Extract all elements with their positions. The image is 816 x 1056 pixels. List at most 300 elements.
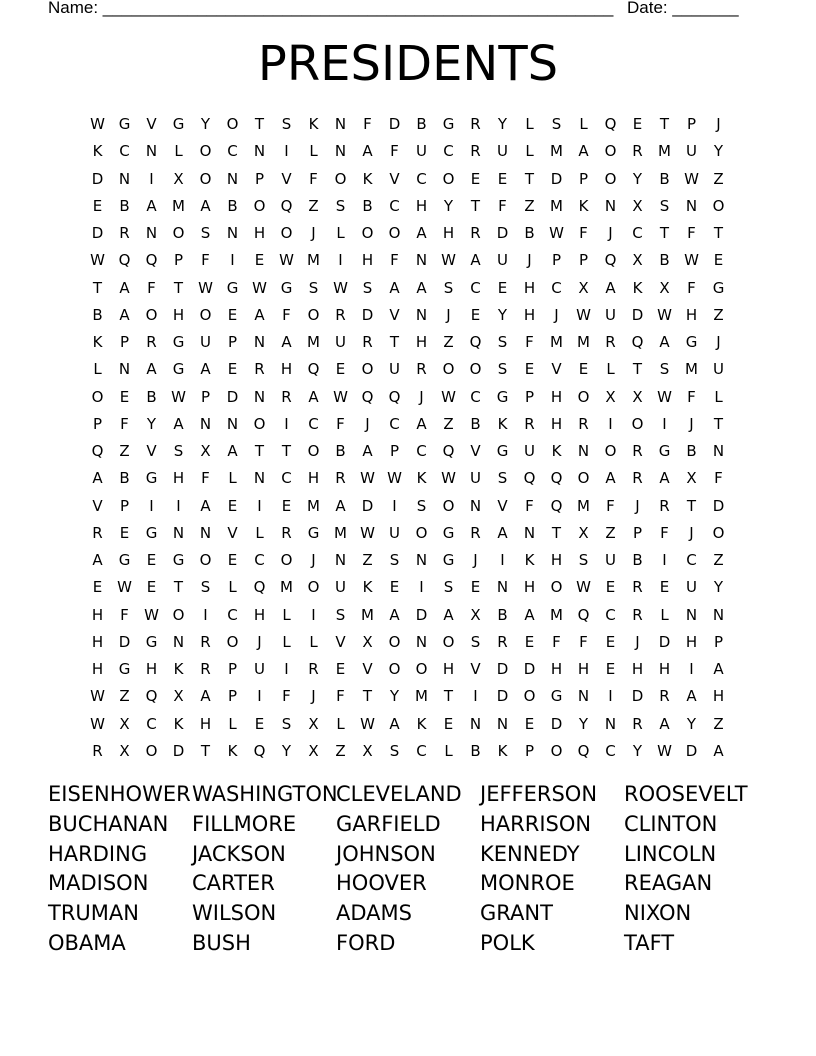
grid-cell[interactable]: L (579, 115, 588, 133)
grid-cell[interactable]: A (686, 687, 697, 706)
grid-cell[interactable]: U (470, 469, 481, 488)
grid-cell[interactable]: R (632, 714, 643, 733)
grid-cell[interactable]: X (173, 687, 184, 706)
grid-cell[interactable]: X (200, 442, 211, 460)
grid-cell[interactable]: F (282, 305, 291, 324)
grid-cell[interactable]: F (336, 687, 345, 706)
grid-cell[interactable]: W (360, 714, 375, 733)
grid-cell[interactable]: T (281, 442, 292, 460)
grid-cell[interactable]: E (92, 196, 103, 215)
grid-cell[interactable]: B (416, 115, 427, 133)
grid-cell[interactable]: T (173, 278, 184, 297)
grid-cell[interactable]: H (523, 278, 536, 297)
grid-cell[interactable]: X (119, 714, 130, 733)
grid-cell[interactable]: T (713, 414, 724, 433)
grid-cell[interactable]: L (525, 142, 534, 161)
grid-cell[interactable]: R (497, 632, 508, 651)
grid-cell[interactable]: A (362, 442, 373, 460)
grid-cell[interactable]: O (226, 632, 239, 651)
grid-cell[interactable]: A (659, 714, 670, 733)
grid-cell[interactable]: Z (713, 714, 724, 733)
grid-cell[interactable]: Y (497, 305, 508, 324)
grid-cell[interactable]: G (496, 442, 509, 460)
grid-cell[interactable]: R (335, 305, 346, 324)
grid-cell[interactable]: C (389, 414, 400, 433)
grid-cell[interactable]: J (635, 632, 640, 651)
grid-cell[interactable]: J (635, 496, 640, 515)
grid-cell[interactable]: D (361, 496, 374, 515)
grid-cell[interactable]: H (550, 387, 563, 406)
grid-cell[interactable]: E (605, 578, 616, 597)
grid-cell[interactable]: H (631, 660, 644, 678)
grid-cell[interactable]: E (146, 551, 157, 569)
grid-cell[interactable]: D (496, 687, 509, 706)
grid-cell[interactable]: U (497, 142, 508, 161)
grid-cell[interactable]: O (280, 551, 293, 569)
grid-cell[interactable]: L (660, 605, 669, 624)
grid-cell[interactable]: Q (631, 333, 644, 351)
grid-cell[interactable]: D (388, 115, 401, 133)
grid-cell[interactable]: R (632, 469, 643, 488)
grid-cell[interactable]: K (524, 551, 535, 569)
grid-cell[interactable]: T (686, 496, 697, 515)
grid-cell[interactable]: P (389, 442, 400, 460)
grid-cell[interactable]: W (549, 224, 564, 242)
grid-cell[interactable]: I (662, 414, 667, 433)
grid-cell[interactable]: N (415, 551, 428, 569)
grid-cell[interactable]: E (605, 632, 616, 651)
grid-cell[interactable]: I (149, 496, 154, 515)
grid-cell[interactable]: L (714, 387, 723, 406)
grid-cell[interactable]: K (308, 115, 319, 133)
grid-cell[interactable]: D (550, 169, 563, 188)
grid-cell[interactable]: Y (200, 115, 211, 133)
grid-cell[interactable]: W (90, 714, 105, 733)
grid-cell[interactable]: R (470, 224, 481, 242)
grid-cell[interactable]: O (415, 660, 428, 678)
grid-cell[interactable]: N (334, 142, 347, 161)
grid-cell[interactable]: P (227, 687, 238, 706)
grid-cell[interactable]: N (172, 523, 185, 542)
grid-cell[interactable]: H (280, 360, 293, 379)
grid-cell[interactable]: A (308, 387, 319, 406)
grid-cell[interactable]: I (392, 496, 397, 515)
grid-cell[interactable]: H (91, 632, 104, 651)
grid-cell[interactable]: D (496, 660, 509, 678)
grid-cell[interactable]: Z (524, 196, 535, 215)
grid-cell[interactable]: E (524, 360, 535, 379)
grid-cell[interactable]: O (199, 169, 212, 188)
grid-cell[interactable]: V (362, 660, 373, 678)
grid-cell[interactable]: S (335, 605, 346, 624)
grid-cell[interactable]: W (252, 278, 267, 297)
grid-cell[interactable]: E (632, 115, 643, 133)
grid-cell[interactable]: U (686, 578, 697, 597)
grid-cell[interactable]: E (281, 496, 292, 515)
grid-cell[interactable]: A (443, 605, 454, 624)
grid-cell[interactable]: G (172, 115, 185, 133)
grid-cell[interactable]: S (335, 196, 346, 215)
grid-cell[interactable]: L (228, 714, 237, 733)
grid-cell[interactable]: N (577, 442, 590, 460)
grid-cell[interactable]: O (361, 360, 374, 379)
grid-cell[interactable]: G (442, 551, 455, 569)
grid-cell[interactable]: V (389, 169, 400, 188)
grid-cell[interactable]: D (226, 387, 239, 406)
grid-cell[interactable]: O (280, 224, 293, 242)
grid-cell[interactable]: Q (253, 741, 266, 760)
grid-cell[interactable]: W (90, 251, 105, 270)
grid-cell[interactable]: E (92, 578, 103, 597)
grid-cell[interactable]: Q (361, 387, 374, 406)
grid-cell[interactable]: O (388, 660, 401, 678)
grid-cell[interactable]: A (416, 224, 427, 242)
grid-cell[interactable]: X (632, 251, 643, 270)
grid-cell[interactable]: M (658, 142, 671, 161)
grid-cell[interactable]: A (389, 714, 400, 733)
grid-cell[interactable]: Y (389, 687, 400, 706)
grid-cell[interactable]: B (632, 551, 643, 569)
grid-cell[interactable]: X (308, 741, 319, 760)
grid-cell[interactable]: D (685, 741, 698, 760)
grid-cell[interactable]: L (282, 632, 291, 651)
grid-cell[interactable]: S (497, 333, 508, 351)
grid-cell[interactable]: J (311, 224, 316, 242)
grid-cell[interactable]: P (227, 333, 238, 351)
grid-cell[interactable]: L (336, 714, 345, 733)
grid-cell[interactable]: X (632, 196, 643, 215)
grid-cell[interactable]: A (524, 605, 535, 624)
grid-cell[interactable]: J (365, 414, 370, 433)
grid-cell[interactable]: D (631, 687, 644, 706)
grid-cell[interactable]: E (335, 360, 346, 379)
grid-cell[interactable]: D (91, 224, 104, 242)
grid-cell[interactable]: N (685, 605, 698, 624)
grid-cell[interactable]: R (200, 632, 211, 651)
grid-cell[interactable]: A (200, 496, 211, 515)
grid-cell[interactable]: J (689, 523, 694, 542)
grid-cell[interactable]: C (470, 278, 481, 297)
grid-cell[interactable]: K (632, 278, 643, 297)
grid-cell[interactable]: M (307, 251, 320, 270)
grid-cell[interactable]: D (550, 714, 563, 733)
grid-cell[interactable]: B (146, 387, 157, 406)
grid-cell[interactable]: F (579, 224, 588, 242)
grid-cell[interactable]: G (280, 278, 293, 297)
grid-cell[interactable]: C (227, 605, 238, 624)
grid-cell[interactable]: A (659, 469, 670, 488)
grid-cell[interactable]: I (203, 605, 208, 624)
grid-cell[interactable]: S (443, 578, 454, 597)
grid-cell[interactable]: W (117, 578, 132, 597)
grid-cell[interactable]: F (120, 414, 129, 433)
grid-cell[interactable]: H (172, 305, 185, 324)
grid-cell[interactable]: O (577, 469, 590, 488)
grid-cell[interactable]: W (657, 741, 672, 760)
grid-cell[interactable]: B (524, 224, 535, 242)
grid-cell[interactable]: W (441, 469, 456, 488)
grid-cell[interactable]: C (146, 714, 157, 733)
grid-cell[interactable]: E (227, 496, 238, 515)
grid-cell[interactable]: E (335, 660, 346, 678)
grid-cell[interactable]: W (90, 115, 105, 133)
grid-cell[interactable]: R (146, 333, 157, 351)
grid-cell[interactable]: X (632, 387, 643, 406)
grid-cell[interactable]: O (604, 169, 617, 188)
grid-cell[interactable]: N (712, 442, 725, 460)
grid-cell[interactable]: N (226, 414, 239, 433)
grid-cell[interactable]: P (173, 251, 184, 270)
grid-cell[interactable]: U (389, 360, 400, 379)
grid-cell[interactable]: P (524, 741, 535, 760)
grid-cell[interactable]: D (118, 632, 131, 651)
grid-cell[interactable]: H (523, 578, 536, 597)
grid-cell[interactable]: Z (713, 305, 724, 324)
grid-cell[interactable]: F (687, 278, 696, 297)
grid-cell[interactable]: E (605, 660, 616, 678)
grid-cell[interactable]: Q (550, 469, 563, 488)
grid-cell[interactable]: N (577, 687, 590, 706)
grid-cell[interactable]: N (226, 224, 239, 242)
grid-cell[interactable]: H (712, 687, 725, 706)
grid-cell[interactable]: D (523, 660, 536, 678)
grid-cell[interactable]: S (416, 496, 427, 515)
grid-cell[interactable]: W (333, 278, 348, 297)
grid-cell[interactable]: K (173, 714, 184, 733)
grid-cell[interactable]: G (658, 442, 671, 460)
grid-cell[interactable]: Q (469, 333, 482, 351)
grid-cell[interactable]: Z (443, 414, 454, 433)
grid-cell[interactable]: S (308, 278, 319, 297)
grid-cell[interactable]: S (281, 714, 292, 733)
grid-cell[interactable]: K (551, 442, 562, 460)
grid-cell[interactable]: G (118, 115, 131, 133)
grid-cell[interactable]: N (226, 169, 239, 188)
grid-cell[interactable]: N (253, 469, 266, 488)
grid-cell[interactable]: I (608, 414, 613, 433)
grid-cell[interactable]: M (361, 605, 374, 624)
grid-cell[interactable]: C (416, 169, 427, 188)
grid-cell[interactable]: H (307, 469, 320, 488)
grid-cell[interactable]: S (551, 115, 562, 133)
grid-cell[interactable]: G (118, 660, 131, 678)
grid-cell[interactable]: H (361, 251, 374, 270)
grid-cell[interactable]: C (119, 142, 130, 161)
grid-cell[interactable]: W (360, 523, 375, 542)
grid-cell[interactable]: A (659, 333, 670, 351)
grid-cell[interactable]: M (172, 196, 185, 215)
grid-cell[interactable]: K (92, 142, 103, 161)
grid-cell[interactable]: V (551, 360, 562, 379)
grid-cell[interactable]: I (149, 169, 154, 188)
grid-cell[interactable]: V (335, 632, 346, 651)
grid-cell[interactable]: W (657, 387, 672, 406)
grid-cell[interactable]: F (687, 224, 696, 242)
grid-cell[interactable]: B (497, 605, 508, 624)
grid-cell[interactable]: D (361, 305, 374, 324)
grid-cell[interactable]: E (497, 169, 508, 188)
grid-cell[interactable]: F (525, 496, 534, 515)
grid-cell[interactable]: H (658, 660, 671, 678)
grid-cell[interactable]: A (605, 469, 616, 488)
grid-cell[interactable]: N (415, 305, 428, 324)
grid-cell[interactable]: J (311, 551, 316, 569)
grid-cell[interactable]: O (442, 360, 455, 379)
grid-cell[interactable]: E (524, 714, 535, 733)
grid-cell[interactable]: A (713, 741, 724, 760)
grid-cell[interactable]: F (147, 278, 156, 297)
grid-cell[interactable]: P (551, 251, 562, 270)
grid-cell[interactable]: E (470, 305, 481, 324)
grid-cell[interactable]: O (442, 169, 455, 188)
grid-cell[interactable]: E (659, 578, 670, 597)
grid-cell[interactable]: B (119, 196, 130, 215)
grid-cell[interactable]: N (496, 714, 509, 733)
grid-cell[interactable]: F (714, 469, 723, 488)
grid-cell[interactable]: F (390, 251, 399, 270)
grid-cell[interactable]: G (226, 278, 239, 297)
grid-cell[interactable]: Q (604, 251, 617, 270)
grid-cell[interactable]: R (281, 523, 292, 542)
grid-cell[interactable]: A (92, 469, 103, 488)
grid-cell[interactable]: R (659, 687, 670, 706)
grid-cell[interactable]: I (230, 251, 235, 270)
grid-cell[interactable]: H (550, 660, 563, 678)
grid-cell[interactable]: H (685, 305, 698, 324)
grid-cell[interactable]: C (416, 442, 427, 460)
grid-cell[interactable]: O (388, 632, 401, 651)
name-field[interactable]: Name: ______________________________________________________ (48, 0, 614, 17)
grid-cell[interactable]: F (687, 387, 696, 406)
grid-cell[interactable]: C (281, 469, 292, 488)
grid-cell[interactable]: N (172, 632, 185, 651)
grid-cell[interactable]: J (554, 305, 559, 324)
grid-cell[interactable]: A (92, 551, 103, 569)
grid-cell[interactable]: S (389, 741, 400, 760)
grid-cell[interactable]: F (309, 169, 318, 188)
grid-cell[interactable]: T (362, 687, 373, 706)
grid-cell[interactable]: N (496, 578, 509, 597)
grid-cell[interactable]: M (577, 333, 590, 351)
grid-cell[interactable]: O (604, 442, 617, 460)
grid-cell[interactable]: N (415, 251, 428, 270)
grid-cell[interactable]: L (255, 523, 264, 542)
grid-cell[interactable]: R (632, 578, 643, 597)
grid-cell[interactable]: T (92, 278, 103, 297)
grid-cell[interactable]: L (309, 632, 318, 651)
grid-cell[interactable]: O (199, 142, 212, 161)
grid-cell[interactable]: R (335, 469, 346, 488)
grid-cell[interactable]: O (550, 578, 563, 597)
grid-cell[interactable]: H (442, 224, 455, 242)
grid-cell[interactable]: L (282, 605, 291, 624)
grid-cell[interactable]: W (198, 278, 213, 297)
grid-cell[interactable]: F (390, 142, 399, 161)
grid-cell[interactable]: K (416, 469, 427, 488)
grid-cell[interactable]: R (254, 360, 265, 379)
grid-cell[interactable]: E (578, 360, 589, 379)
grid-cell[interactable]: A (389, 278, 400, 297)
grid-cell[interactable]: S (578, 551, 589, 569)
grid-cell[interactable]: Q (118, 251, 131, 270)
grid-cell[interactable]: B (92, 305, 103, 324)
grid-cell[interactable]: R (308, 660, 319, 678)
grid-cell[interactable]: L (606, 360, 615, 379)
grid-cell[interactable]: I (500, 551, 505, 569)
grid-cell[interactable]: N (253, 387, 266, 406)
grid-cell[interactable]: N (199, 414, 212, 433)
grid-cell[interactable]: R (92, 741, 103, 760)
grid-cell[interactable]: G (685, 333, 698, 351)
grid-cell[interactable]: L (93, 360, 102, 379)
grid-cell[interactable]: I (662, 551, 667, 569)
grid-cell[interactable]: F (498, 196, 507, 215)
grid-cell[interactable]: U (389, 523, 400, 542)
grid-cell[interactable]: G (145, 469, 158, 488)
grid-cell[interactable]: Q (91, 442, 104, 460)
grid-cell[interactable]: U (200, 333, 211, 351)
grid-cell[interactable]: Y (281, 741, 292, 760)
grid-cell[interactable]: N (712, 605, 725, 624)
grid-cell[interactable]: X (119, 741, 130, 760)
grid-cell[interactable]: X (362, 632, 373, 651)
grid-cell[interactable]: I (284, 660, 289, 678)
grid-cell[interactable]: W (171, 387, 186, 406)
grid-cell[interactable]: M (550, 196, 563, 215)
grid-cell[interactable]: N (145, 142, 158, 161)
grid-cell[interactable]: J (608, 224, 613, 242)
grid-cell[interactable]: Z (362, 551, 373, 569)
grid-cell[interactable]: Q (577, 605, 590, 624)
grid-cell[interactable]: O (172, 605, 185, 624)
grid-cell[interactable]: A (119, 278, 130, 297)
grid-cell[interactable]: H (550, 414, 563, 433)
grid-cell[interactable]: X (308, 714, 319, 733)
grid-cell[interactable]: A (713, 660, 724, 678)
grid-cell[interactable]: R (119, 224, 130, 242)
grid-cell[interactable]: D (91, 169, 104, 188)
grid-cell[interactable]: W (360, 469, 375, 488)
grid-cell[interactable]: O (307, 578, 320, 597)
grid-cell[interactable]: O (253, 196, 266, 215)
grid-cell[interactable]: D (415, 605, 428, 624)
grid-cell[interactable]: P (632, 523, 643, 542)
grid-cell[interactable]: T (470, 196, 481, 215)
grid-cell[interactable]: G (118, 551, 131, 569)
grid-cell[interactable]: E (524, 632, 535, 651)
grid-cell[interactable]: O (577, 387, 590, 406)
grid-cell[interactable]: J (419, 387, 424, 406)
grid-cell[interactable]: W (684, 169, 699, 188)
grid-cell[interactable]: J (311, 687, 316, 706)
grid-cell[interactable]: P (200, 387, 211, 406)
grid-cell[interactable]: R (470, 523, 481, 542)
grid-cell[interactable]: H (145, 660, 158, 678)
grid-cell[interactable]: E (713, 251, 724, 270)
grid-cell[interactable]: B (470, 414, 481, 433)
grid-cell[interactable]: Q (280, 196, 293, 215)
grid-cell[interactable]: D (631, 305, 644, 324)
grid-cell[interactable]: S (497, 469, 508, 488)
grid-cell[interactable]: T (632, 360, 643, 379)
grid-cell[interactable]: T (389, 333, 400, 351)
grid-cell[interactable]: O (334, 169, 347, 188)
grid-cell[interactable]: V (470, 442, 481, 460)
grid-cell[interactable]: O (145, 741, 158, 760)
grid-cell[interactable]: F (606, 496, 615, 515)
grid-cell[interactable]: Q (253, 578, 266, 597)
grid-cell[interactable]: U (335, 578, 346, 597)
